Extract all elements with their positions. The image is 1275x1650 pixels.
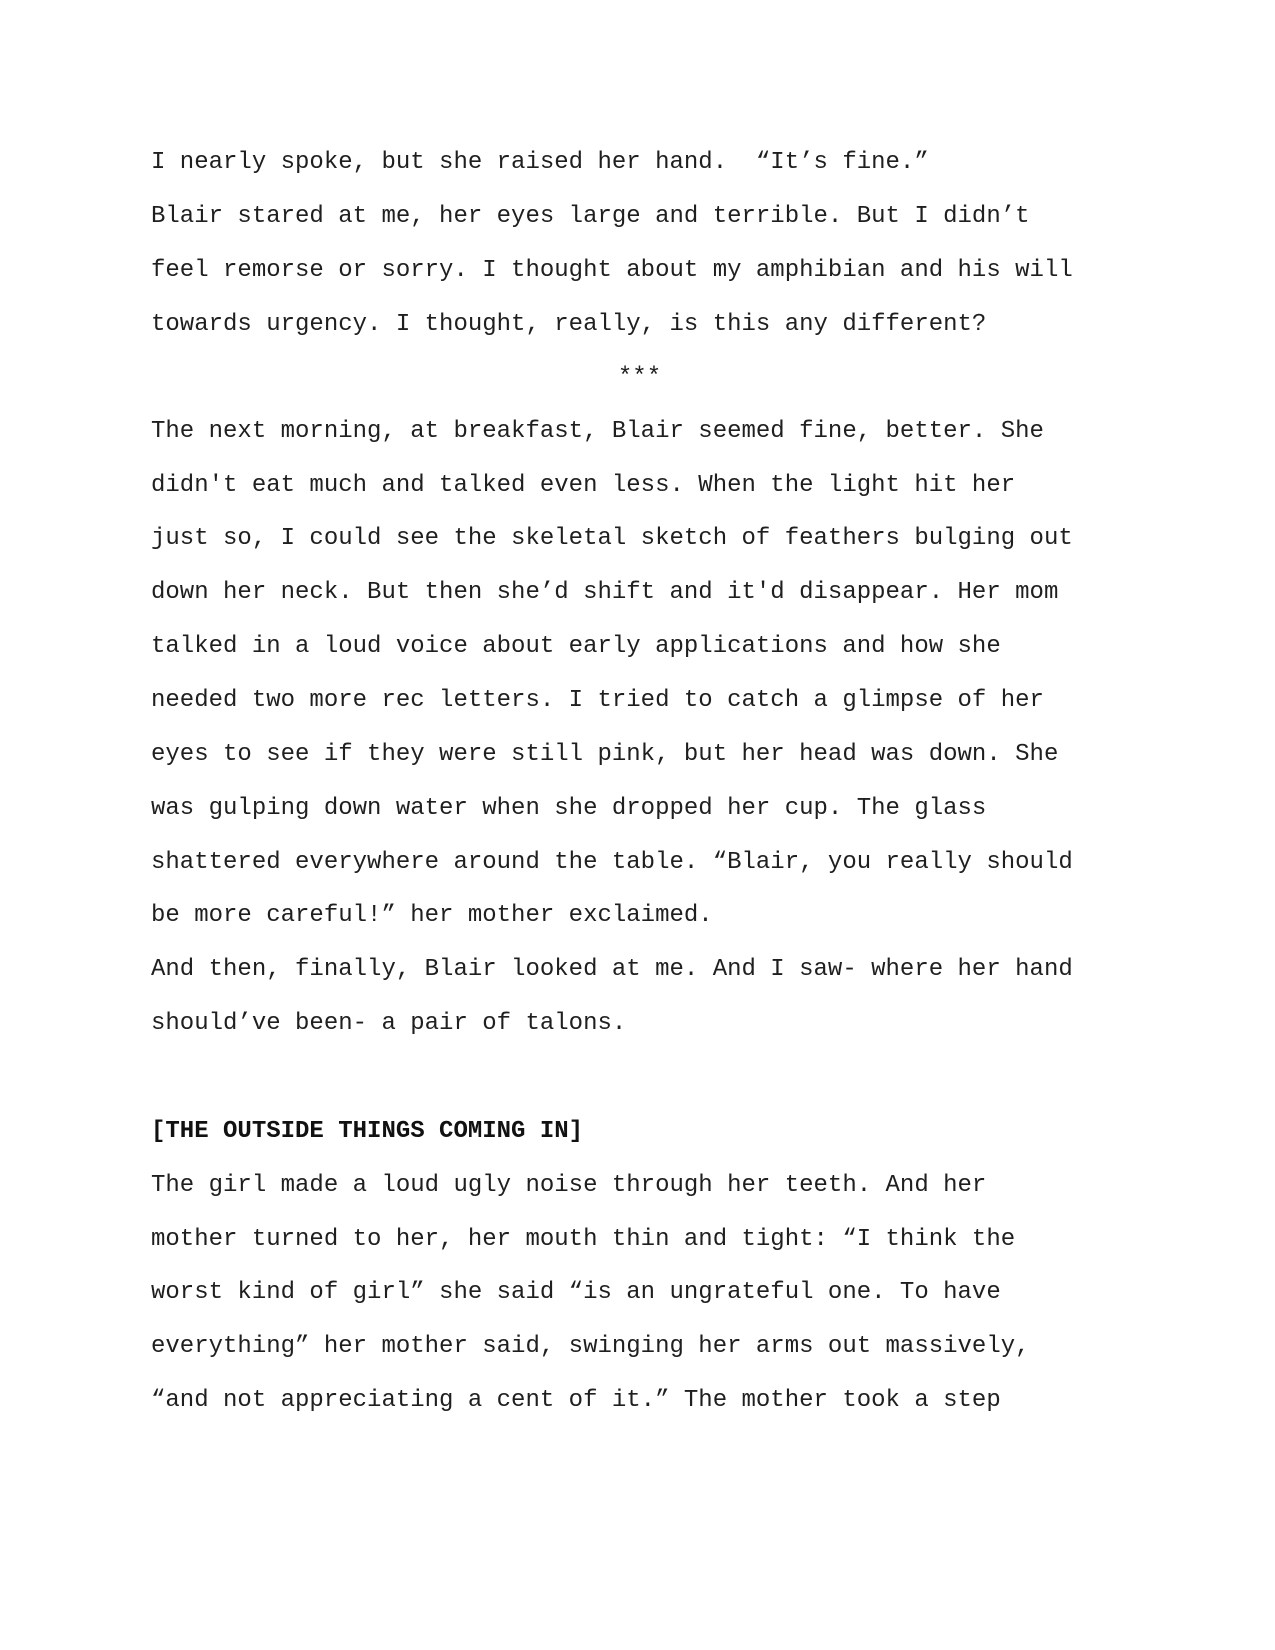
text-line: eyes to see if they were still pink, but her head was down. She bbox=[151, 741, 1059, 768]
text-line: everything” her mother said, swinging her arms out massively, bbox=[151, 1333, 1030, 1360]
text-line: was gulping down water when she dropped her cup. The glass bbox=[151, 795, 987, 822]
section-heading: [THE OUTSIDE THINGS COMING IN] bbox=[151, 1118, 584, 1145]
text-line: The next morning, at breakfast, Blair seemed fine, better. She bbox=[151, 418, 1044, 445]
text-line: just so, I could see the skeletal sketch of feathers bulging out bbox=[151, 525, 1073, 552]
text-line: needed two more rec letters. I tried to catch a glimpse of her bbox=[151, 687, 1044, 714]
text-line: mother turned to her, her mouth thin and tight: “I think the bbox=[151, 1226, 1016, 1253]
text-line: Blair stared at me, her eyes large and terrible. But I didn’t bbox=[151, 203, 1030, 230]
text-line: And then, finally, Blair looked at me. And I saw- where her hand bbox=[151, 956, 1073, 983]
text-line: towards urgency. I thought, really, is this any different? bbox=[151, 311, 987, 338]
text-line: be more careful!” her mother exclaimed. bbox=[151, 902, 713, 929]
scene-break: *** bbox=[617, 364, 662, 391]
text-line: didn't eat much and talked even less. When the light hit her bbox=[151, 472, 1016, 499]
text-line: “and not appreciating a cent of it.” The mother took a step bbox=[151, 1387, 1001, 1414]
text-line: talked in a loud voice about early applications and how she bbox=[151, 633, 1001, 660]
text-line: worst kind of girl” she said “is an ungrateful one. To have bbox=[151, 1279, 1001, 1306]
text-line: down her neck. But then she’d shift and it'd disappear. Her mom bbox=[151, 579, 1059, 606]
text-line: I nearly spoke, but she raised her hand. “It’s fine.” bbox=[151, 149, 929, 176]
text-line: The girl made a loud ugly noise through her teeth. And her bbox=[151, 1172, 987, 1199]
text-line: feel remorse or sorry. I thought about my amphibian and his will bbox=[151, 257, 1073, 284]
text-line: should’ve been- a pair of talons. bbox=[151, 1010, 627, 1037]
text-line: shattered everywhere around the table. “Blair, you really should bbox=[151, 849, 1073, 876]
